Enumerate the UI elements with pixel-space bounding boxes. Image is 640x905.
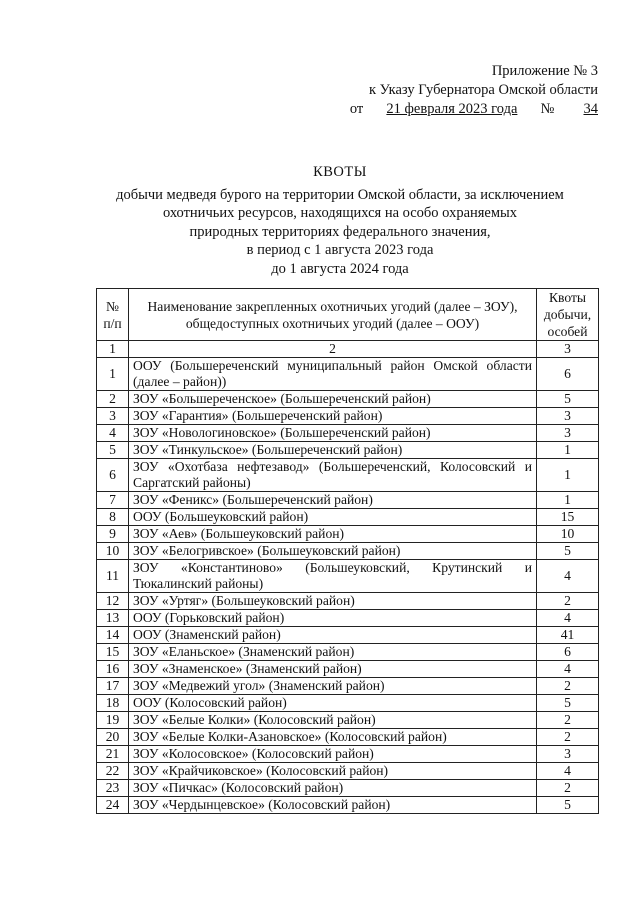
title-line: природных территориях федерального значения, <box>189 223 491 240</box>
title-line: добычи медведя бурого на территории Омской области, за исключением <box>116 186 564 203</box>
row-name: ЗОУ «Чердынцевское» (Колосовский район) <box>129 797 537 814</box>
document-title <box>80 163 600 279</box>
table-row <box>97 661 599 678</box>
header-num: № п/п <box>97 289 129 341</box>
title-line: охотничьих ресурсов, находящихся на особо охраняемых <box>162 205 518 222</box>
row-num: 21 <box>97 746 129 763</box>
row-num: 12 <box>97 593 129 610</box>
row-quota: 2 <box>537 712 599 729</box>
row-name: ЗОУ «Крайчиковское» (Колосовский район) <box>129 763 537 780</box>
row-name: ЗОУ «Белые Колки» (Колосовский район) <box>129 712 537 729</box>
header-name: Наименование закрепленных охотничьих угодий (далее – ЗОУ), общедоступных охотничьих угодий (далее – ООУ) <box>129 289 537 341</box>
row-num: 22 <box>97 763 129 780</box>
row-quota: 6 <box>537 644 599 661</box>
row-num: 24 <box>97 797 129 814</box>
table-row <box>97 526 599 543</box>
row-name: ООУ (Знаменский район) <box>129 627 537 644</box>
row-quota: 41 <box>537 627 599 644</box>
row-num: 13 <box>97 610 129 627</box>
row-name: ООУ (Горьковский район) <box>129 610 537 627</box>
row-quota: 2 <box>537 780 599 797</box>
row-quota: 3 <box>537 425 599 442</box>
row-name: ЗОУ «Большереченское» (Большереченский район) <box>129 391 537 408</box>
row-num: 10 <box>97 543 129 560</box>
row-quota: 5 <box>537 797 599 814</box>
row-quota: 2 <box>537 593 599 610</box>
table-row <box>97 492 599 509</box>
title-line: в период с 1 августа 2023 года <box>246 242 434 259</box>
table-header-row <box>97 289 599 341</box>
row-name: ООУ (Большеуковский район) <box>129 509 537 526</box>
row-quota: 1 <box>537 459 599 492</box>
row-num: 4 <box>97 425 129 442</box>
table-row <box>97 746 599 763</box>
row-num: 14 <box>97 627 129 644</box>
table-row <box>97 627 599 644</box>
row-quota: 3 <box>537 746 599 763</box>
row-num: 6 <box>97 459 129 492</box>
row-num: 16 <box>97 661 129 678</box>
row-quota: 5 <box>537 695 599 712</box>
from-label: от <box>349 101 364 117</box>
row-quota: 5 <box>537 391 599 408</box>
row-name: ЗОУ «Белогривское» (Большеуковский район) <box>129 543 537 560</box>
title-heading: КВОТЫ <box>313 164 367 180</box>
appendix-decree: к Указу Губернатора Омской области <box>368 82 598 98</box>
row-name: ООУ (Большереченский муниципальный район Омской области (далее – район)) <box>129 358 537 391</box>
decree-date: 21 февраля 2023 года <box>386 101 518 117</box>
row-quota: 4 <box>537 560 599 593</box>
table-row <box>97 729 599 746</box>
table-row <box>97 560 599 593</box>
table-row <box>97 763 599 780</box>
row-name: ЗОУ «Знаменское» (Знаменский район) <box>129 661 537 678</box>
appendix-date-line <box>350 100 598 119</box>
row-num: 1 <box>97 358 129 391</box>
row-num: 19 <box>97 712 129 729</box>
decree-number: 34 <box>583 101 598 117</box>
table-row <box>97 391 599 408</box>
row-name: ООУ (Колосовский район) <box>129 695 537 712</box>
table-row <box>97 610 599 627</box>
table-row <box>97 543 599 560</box>
number-label: № <box>540 101 555 117</box>
table-row <box>97 408 599 425</box>
title-line: до 1 августа 2024 года <box>271 260 409 277</box>
row-num: 23 <box>97 780 129 797</box>
row-name: ЗОУ «Еланьское» (Знаменский район) <box>129 644 537 661</box>
table-row <box>97 780 599 797</box>
row-name: ЗОУ «Колосовское» (Колосовский район) <box>129 746 537 763</box>
table-row <box>97 442 599 459</box>
row-name: ЗОУ «Аев» (Большеуковский район) <box>129 526 537 543</box>
row-quota: 6 <box>537 358 599 391</box>
row-name: ЗОУ «Охотбаза нефтезавод» (Большереченский, Колосовский и Саргатский районы) <box>129 459 537 492</box>
table-body <box>97 358 599 814</box>
row-num: 17 <box>97 678 129 695</box>
row-num: 18 <box>97 695 129 712</box>
quota-table <box>96 288 599 814</box>
row-name: ЗОУ «Феникс» (Большереченский район) <box>129 492 537 509</box>
table-row <box>97 509 599 526</box>
row-quota: 10 <box>537 526 599 543</box>
row-num: 3 <box>97 408 129 425</box>
table-row <box>97 358 599 391</box>
row-name: ЗОУ «Пичкас» (Колосовский район) <box>129 780 537 797</box>
row-quota: 4 <box>537 763 599 780</box>
row-quota: 3 <box>537 408 599 425</box>
row-name: ЗОУ «Белые Колки-Азановское» (Колосовский район) <box>129 729 537 746</box>
col-index: 2 <box>129 341 537 358</box>
table-row <box>97 593 599 610</box>
table-row <box>97 425 599 442</box>
row-num: 2 <box>97 391 129 408</box>
column-index-row <box>97 341 599 358</box>
row-name: ЗОУ «Уртяг» (Большеуковский район) <box>129 593 537 610</box>
table-row <box>97 797 599 814</box>
header-quota: Квоты добычи, особей <box>537 289 599 341</box>
row-quota: 1 <box>537 442 599 459</box>
row-quota: 4 <box>537 610 599 627</box>
row-num: 5 <box>97 442 129 459</box>
row-name: ЗОУ «Новологиновское» (Большереченский район) <box>129 425 537 442</box>
row-quota: 5 <box>537 543 599 560</box>
row-quota: 15 <box>537 509 599 526</box>
table-row <box>97 644 599 661</box>
table-row <box>97 678 599 695</box>
row-num: 7 <box>97 492 129 509</box>
row-num: 20 <box>97 729 129 746</box>
row-name: ЗОУ «Медвежий угол» (Знаменский район) <box>129 678 537 695</box>
table-row <box>97 459 599 492</box>
col-index: 3 <box>537 341 599 358</box>
row-name: ЗОУ «Тинкульское» (Большереченский район) <box>129 442 537 459</box>
row-quota: 2 <box>537 729 599 746</box>
row-num: 15 <box>97 644 129 661</box>
row-name: ЗОУ «Константиново» (Большеуковский, Крутинский и Тюкалинский районы) <box>129 560 537 593</box>
row-num: 9 <box>97 526 129 543</box>
row-quota: 4 <box>537 661 599 678</box>
row-quota: 2 <box>537 678 599 695</box>
row-quota: 1 <box>537 492 599 509</box>
table-row <box>97 695 599 712</box>
col-index: 1 <box>97 341 129 358</box>
row-name: ЗОУ «Гарантия» (Большереченский район) <box>129 408 537 425</box>
appendix-header <box>350 62 598 119</box>
appendix-title: Приложение № 3 <box>491 63 598 79</box>
row-num: 8 <box>97 509 129 526</box>
row-num: 11 <box>97 560 129 593</box>
table-row <box>97 712 599 729</box>
